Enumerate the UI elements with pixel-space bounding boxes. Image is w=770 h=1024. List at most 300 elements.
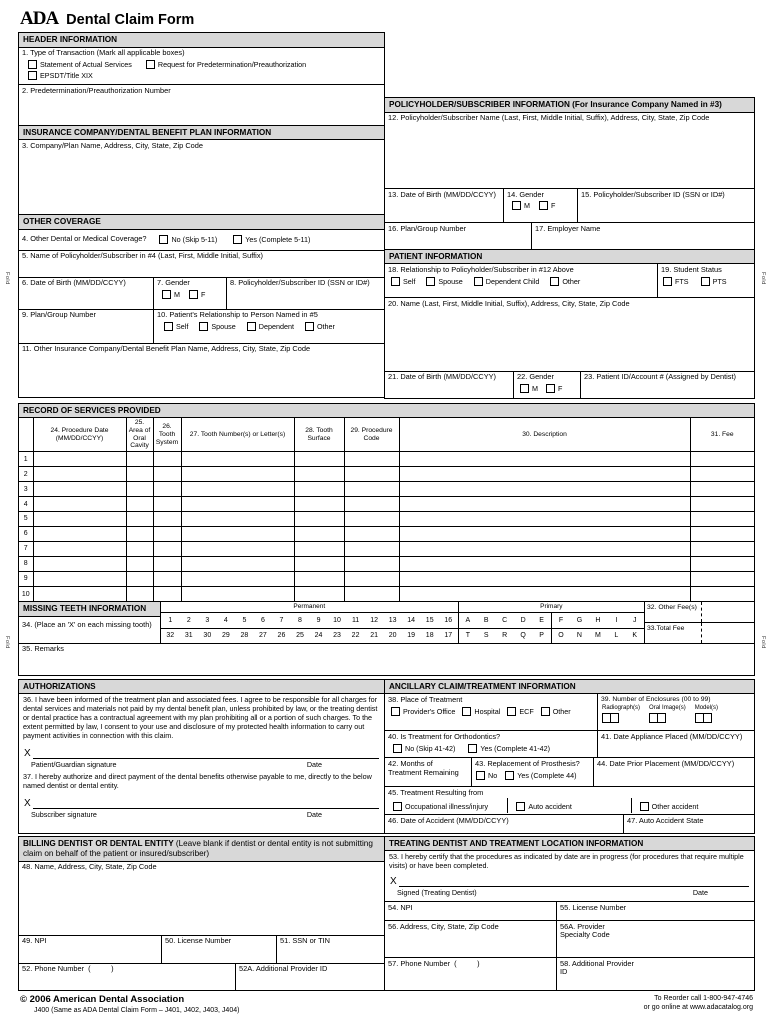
date-prior-placement-44-cell[interactable] [593, 758, 754, 786]
tooth-system-cell[interactable] [153, 556, 181, 571]
services-header-row [19, 418, 754, 451]
tooth-cell[interactable]: 1 [168, 616, 173, 624]
option-label: No [488, 770, 498, 780]
section-other-coverage [18, 214, 385, 398]
tooth-cell[interactable]: N [576, 632, 582, 640]
service-row-number: 2 [19, 467, 33, 482]
tooth-cell[interactable]: 16 [444, 616, 453, 624]
tooth-cell[interactable]: 12 [370, 616, 378, 624]
tooth-cell[interactable]: 18 [425, 632, 434, 640]
phone-52-parens[interactable]: ( ) [84, 964, 114, 973]
authorizations-title: AUTHORIZATIONS [19, 680, 384, 695]
tooth-cell[interactable]: 19 [407, 632, 416, 640]
option-self[interactable] [391, 277, 415, 286]
tooth-cell[interactable]: 24 [314, 632, 323, 640]
patient-guardian-signature-line[interactable] [33, 748, 379, 759]
option-female[interactable] [189, 290, 205, 299]
tooth-cell[interactable]: C [502, 616, 508, 624]
checkbox-no-coverage[interactable] [159, 235, 168, 244]
tooth-cell[interactable]: O [551, 629, 570, 644]
description-cell[interactable] [399, 452, 690, 467]
tooth-number-cell[interactable] [181, 541, 294, 556]
section-treating-dentist [384, 836, 755, 991]
service-row [19, 541, 754, 556]
tooth-cell[interactable]: 15 [425, 616, 434, 624]
months-remaining-42-cell[interactable] [385, 758, 471, 786]
fee-cell[interactable] [690, 556, 754, 571]
tooth-number-cell[interactable] [181, 452, 294, 467]
subscriber-id-15-cell[interactable] [577, 189, 754, 222]
section-patient-information [384, 249, 755, 399]
tooth-cell[interactable]: J [633, 616, 637, 624]
months-remaining-42-label: 42. Months of Treatment Remaining [388, 758, 459, 777]
option-other[interactable] [305, 322, 335, 331]
additional-provider-id-58-cell[interactable] [556, 958, 754, 989]
checkbox-female[interactable] [546, 384, 555, 393]
policyholder-name-4-area[interactable] [19, 250, 384, 277]
tooth-surface-cell[interactable] [294, 571, 344, 586]
policyholder-name-12-area[interactable] [385, 113, 754, 188]
tooth-cell[interactable]: 13 [388, 616, 397, 624]
checkbox-other-accident[interactable] [640, 802, 649, 811]
tooth-system-cell[interactable] [153, 586, 181, 601]
tooth-cell[interactable]: Q [520, 632, 526, 640]
insurance-company-title: INSURANCE COMPANY/DENTAL BENEFIT PLAN INFORMATION [19, 126, 384, 141]
option-pts[interactable] [701, 277, 727, 286]
record-of-services-title: RECORD OF SERVICES PROVIDED [19, 404, 754, 419]
checkbox-male[interactable] [512, 201, 521, 210]
tooth-system-cell[interactable] [153, 526, 181, 541]
plan-group-16-cell[interactable] [385, 223, 531, 249]
option-other[interactable] [550, 277, 580, 286]
oral-cavity-header: 25. Area of Oral Cavity [126, 418, 153, 451]
checkbox-auto-accident[interactable] [516, 802, 525, 811]
tooth-cell[interactable]: 11 [351, 616, 360, 624]
procedure-date-cell[interactable] [33, 452, 126, 467]
checkbox-ecf[interactable] [507, 707, 516, 716]
description-cell[interactable] [399, 586, 690, 601]
checkbox-no-ortho[interactable] [393, 744, 402, 753]
option-statement-of-actual-services[interactable] [28, 60, 132, 69]
tooth-surface-cell[interactable] [294, 541, 344, 556]
option-label: EPSDT/Title XIX [40, 71, 93, 81]
service-row [19, 512, 754, 527]
date-appliance-41-cell[interactable] [597, 731, 754, 757]
fold-marker: Fold [760, 272, 766, 285]
plan-group-9-cell[interactable] [19, 310, 153, 343]
billing-name-48-label: 48. Name, Address, City, State, Zip Code [22, 862, 157, 871]
checkbox-female[interactable] [539, 201, 548, 210]
auto-accident-state-47-cell[interactable] [623, 815, 754, 832]
tooth-cell[interactable]: 28 [240, 632, 249, 640]
date-of-accident-46-cell[interactable] [385, 815, 623, 832]
tooth-cell[interactable]: 5 [242, 616, 247, 624]
option-label: Provider's Office [403, 706, 456, 716]
employer-17-label: 17. Employer Name [535, 223, 601, 233]
option-spouse[interactable] [199, 322, 235, 331]
checkbox-dependent[interactable] [247, 322, 256, 331]
checkbox-male[interactable] [162, 290, 171, 299]
oral-images-count-box[interactable] [657, 713, 666, 723]
option-ecf[interactable] [507, 707, 533, 716]
tooth-cell[interactable]: 29 [221, 632, 230, 640]
procedure-code-cell[interactable] [344, 482, 399, 497]
tooth-system-cell[interactable] [153, 482, 181, 497]
phone-57-parens[interactable]: ( ) [450, 958, 480, 968]
option-no-skip-5-11[interactable] [159, 235, 217, 244]
procedure-date-cell[interactable] [33, 467, 126, 482]
patient-information-title: PATIENT INFORMATION [385, 250, 754, 265]
fee-cell[interactable] [690, 512, 754, 527]
date-prior-placement-44-label: 44. Date Prior Placement (MM/DD/CCYY) [597, 758, 735, 768]
place-of-treatment-38-label: 38. Place of Treatment [388, 694, 463, 704]
procedure-date-cell[interactable] [33, 512, 126, 527]
other-insurance-11-area[interactable] [19, 343, 384, 397]
tooth-system-cell[interactable] [153, 497, 181, 512]
procedure-date-cell[interactable] [33, 541, 126, 556]
tooth-cell[interactable]: 23 [333, 632, 341, 640]
subscriber-id-8-cell[interactable] [226, 278, 384, 309]
relationship-10-label: 10. Patient's Relationship to Person Named in #5 [157, 310, 318, 320]
tooth-cell[interactable]: P [539, 632, 544, 640]
oral-cavity-cell[interactable] [126, 586, 153, 601]
tooth-cell[interactable]: 21 [370, 632, 378, 640]
tooth-surface-cell[interactable] [294, 482, 344, 497]
tooth-system-header: 26. Tooth System [153, 418, 181, 451]
option-hospital[interactable] [462, 707, 500, 716]
provider-specialty-56a-label: 56A. Provider Specialty Code [560, 921, 610, 940]
tooth-cell[interactable]: 14 [407, 616, 416, 624]
checkbox-dependent-child[interactable] [474, 277, 483, 286]
option-epsdt-title-xix[interactable] [28, 71, 93, 80]
checkbox-fts[interactable] [663, 277, 672, 286]
npi-49-cell[interactable] [19, 936, 161, 963]
description-cell[interactable] [399, 571, 690, 586]
option-auto-accident[interactable] [516, 802, 572, 811]
ancillary-title: ANCILLARY CLAIM/TREATMENT INFORMATION [385, 680, 754, 695]
option-request-predetermination[interactable] [146, 60, 306, 69]
fee-cell[interactable] [690, 452, 754, 467]
tooth-number-cell[interactable] [181, 497, 294, 512]
checkbox-self[interactable] [164, 322, 173, 331]
fee-cell[interactable] [690, 541, 754, 556]
fee-cell[interactable] [690, 571, 754, 586]
other-insurance-11-label: 11. Other Insurance Company/Dental Benefit Plan Name, Address, City, State, Zip Code [22, 344, 311, 354]
tooth-cell[interactable]: D [520, 616, 526, 624]
description-cell[interactable] [399, 556, 690, 571]
oral-cavity-cell[interactable] [126, 571, 153, 586]
patient-name-20-area[interactable] [385, 297, 754, 370]
oral-cavity-cell[interactable] [126, 452, 153, 467]
tooth-cell[interactable]: 10 [333, 616, 341, 624]
dob-13-cell[interactable] [385, 189, 503, 222]
procedure-date-cell[interactable] [33, 586, 126, 601]
tooth-cell[interactable]: H [595, 616, 601, 624]
tooth-cell[interactable]: S [483, 632, 489, 640]
option-label: Spouse [211, 322, 236, 332]
procedure-code-cell[interactable] [344, 452, 399, 467]
fee-cell[interactable] [690, 586, 754, 601]
checkbox-other[interactable] [550, 277, 559, 286]
service-row [19, 482, 754, 497]
checkbox-epsdt-title-xix[interactable] [28, 71, 37, 80]
models-count-box[interactable] [703, 713, 712, 723]
fee-cell[interactable] [690, 526, 754, 541]
oral-cavity-cell[interactable] [126, 482, 153, 497]
checkbox-statement-of-actual-services[interactable] [28, 60, 37, 69]
auto-accident-state-47-label: 47. Auto Accident State [627, 815, 704, 825]
treating-dentist-signature-line[interactable] [399, 876, 749, 887]
option-fts[interactable] [663, 277, 689, 286]
option-yes-prosthesis[interactable] [505, 771, 576, 780]
fold-marker: Fold [760, 636, 766, 649]
radiographs-count-box[interactable] [610, 713, 619, 723]
additional-provider-id-52a-cell[interactable] [235, 964, 384, 990]
procedure-code-cell[interactable] [344, 512, 399, 527]
tooth-cell[interactable]: E [539, 616, 544, 624]
provider-specialty-56a-cell[interactable] [556, 921, 754, 957]
checkbox-self[interactable] [391, 277, 400, 286]
description-cell[interactable] [399, 541, 690, 556]
tooth-number-cell[interactable] [181, 482, 294, 497]
option-no-ortho[interactable] [393, 744, 455, 753]
oral-cavity-cell[interactable] [126, 512, 153, 527]
tooth-system-cell[interactable] [153, 467, 181, 482]
tooth-number-cell[interactable] [181, 586, 294, 601]
npi-54-cell[interactable] [385, 902, 556, 920]
fee-cell[interactable] [690, 467, 754, 482]
tooth-surface-cell[interactable] [294, 497, 344, 512]
description-cell[interactable] [399, 482, 690, 497]
service-row-number: 9 [19, 571, 33, 586]
tooth-cell[interactable]: 8 [298, 616, 302, 624]
option-self[interactable] [164, 322, 188, 331]
service-row [19, 571, 754, 586]
option-no-prosthesis[interactable] [476, 771, 497, 780]
missing-teeth-title: MISSING TEETH INFORMATION [19, 602, 160, 617]
tooth-cell[interactable]: R [502, 632, 508, 640]
student-status-19-label: 19. Student Status [661, 264, 722, 274]
tooth-cell[interactable]: 4 [223, 616, 228, 624]
option-other[interactable] [541, 707, 571, 716]
tooth-cell[interactable]: 26 [277, 632, 286, 640]
employer-17-cell[interactable] [531, 223, 754, 249]
option-female[interactable] [546, 384, 562, 393]
tooth-surface-cell[interactable] [294, 586, 344, 601]
option-spouse[interactable] [426, 277, 462, 286]
tooth-cell[interactable]: 17 [444, 632, 453, 640]
option-label: F [201, 290, 206, 300]
signature-x: X [24, 747, 31, 759]
tooth-cell[interactable]: F [551, 613, 570, 628]
procedure-code-cell[interactable] [344, 467, 399, 482]
option-occupational-injury[interactable] [393, 802, 488, 811]
patient-id-23-cell[interactable] [580, 372, 754, 398]
fee-cell[interactable] [690, 497, 754, 512]
tooth-surface-cell[interactable] [294, 526, 344, 541]
tooth-cell[interactable]: 31 [184, 632, 193, 640]
option-yes-ortho[interactable] [468, 744, 550, 753]
patient-id-23-label: 23. Patient ID/Account # (Assigned by Dentist) [584, 372, 736, 381]
checkbox-spouse[interactable] [199, 322, 208, 331]
tooth-cell[interactable]: T [465, 632, 470, 640]
procedure-date-cell[interactable] [33, 526, 126, 541]
tooth-cell[interactable]: 30 [203, 632, 212, 640]
license-50-cell[interactable] [161, 936, 276, 963]
other-fees-box[interactable] [701, 602, 754, 622]
oral-cavity-cell[interactable] [126, 497, 153, 512]
checkbox-providers-office[interactable] [391, 707, 400, 716]
service-row [19, 526, 754, 541]
phone-57-cell[interactable] [385, 958, 556, 989]
option-male[interactable] [162, 290, 180, 299]
tooth-surface-cell[interactable] [294, 556, 344, 571]
option-female[interactable] [539, 201, 555, 210]
checkbox-spouse[interactable] [426, 277, 435, 286]
procedure-code-cell[interactable] [344, 541, 399, 556]
tooth-number-cell[interactable] [181, 526, 294, 541]
tooth-cell[interactable]: M [594, 632, 601, 640]
procedure-code-cell[interactable] [344, 526, 399, 541]
header-information-title: HEADER INFORMATION [19, 33, 384, 48]
tooth-cell[interactable]: A [465, 616, 471, 624]
student-status-19-cell [657, 264, 754, 297]
service-row-number: 8 [19, 556, 33, 571]
ssn-tin-51-cell[interactable] [276, 936, 384, 963]
option-male[interactable] [520, 384, 538, 393]
procedure-code-cell[interactable] [344, 586, 399, 601]
tooth-surface-cell[interactable] [294, 512, 344, 527]
checkbox-pts[interactable] [701, 277, 710, 286]
option-male[interactable] [512, 201, 530, 210]
checkbox-occupational-injury[interactable] [393, 802, 402, 811]
tooth-number-cell[interactable] [181, 556, 294, 571]
tooth-cell[interactable]: 32 [166, 632, 175, 640]
checkbox-other[interactable] [305, 322, 314, 331]
option-dependent[interactable] [247, 322, 294, 331]
procedure-code-cell[interactable] [344, 556, 399, 571]
description-cell[interactable] [399, 467, 690, 482]
form-code: J400 (Same as ADA Dental Claim Form – J401, J402, J403, J404) [34, 1006, 240, 1014]
checkbox-hospital[interactable] [462, 707, 471, 716]
tooth-system-cell[interactable] [153, 541, 181, 556]
predetermination-number-area[interactable] [19, 84, 384, 125]
service-row [19, 452, 754, 467]
procedure-date-cell[interactable] [33, 556, 126, 571]
checkbox-yes-ortho[interactable] [468, 744, 477, 753]
subscriber-signature-caption: Subscriber signature [31, 809, 97, 819]
additional-provider-id-58-label: 58. Additional Provider ID [560, 958, 634, 977]
procedure-date-cell[interactable] [33, 571, 126, 586]
procedure-date-cell[interactable] [33, 497, 126, 512]
description-header: 30. Description [399, 418, 690, 451]
company-plan-name-area[interactable] [19, 140, 384, 214]
radiographs-group [602, 705, 640, 723]
section-authorizations [18, 679, 385, 834]
authorization-37-text: 37. I hereby authorize and direct payment of the dental benefits otherwise payable to me, directly to the below named dentist or dental entity. [23, 771, 372, 790]
procedure-date-cell[interactable] [33, 482, 126, 497]
option-label: No (Skip 5-11) [171, 235, 218, 245]
tooth-cell[interactable]: L [614, 632, 619, 640]
total-fee-box[interactable] [701, 623, 754, 643]
tooth-surface-cell[interactable] [294, 467, 344, 482]
oral-cavity-cell[interactable] [126, 467, 153, 482]
option-other-accident[interactable] [640, 802, 699, 811]
tooth-surface-cell[interactable] [294, 452, 344, 467]
tooth-number-cell[interactable] [181, 571, 294, 586]
subscriber-signature-line[interactable] [33, 798, 379, 809]
tooth-cell[interactable]: I [615, 616, 618, 624]
option-dependent-child[interactable] [474, 277, 540, 286]
tooth-cell[interactable]: 22 [351, 632, 360, 640]
tooth-cell[interactable]: 25 [296, 632, 304, 640]
dob-21-cell[interactable] [385, 372, 513, 398]
procedure-code-header: 29. Procedure Code [344, 418, 399, 451]
tooth-cell[interactable]: 27 [259, 632, 267, 640]
checkbox-yes-coverage[interactable] [233, 235, 242, 244]
option-yes-complete-5-11[interactable] [233, 235, 310, 244]
tooth-number-cell[interactable] [181, 512, 294, 527]
tooth-cell[interactable]: 7 [279, 616, 284, 624]
tooth-system-cell[interactable] [153, 452, 181, 467]
phone-52-cell[interactable] [19, 964, 235, 990]
service-row-number: 4 [19, 497, 33, 512]
procedure-code-cell[interactable] [344, 571, 399, 586]
oral-cavity-cell[interactable] [126, 526, 153, 541]
other-fees-label: 32. Other Fee(s) [647, 603, 697, 611]
other-coverage-title: OTHER COVERAGE [19, 215, 384, 230]
tooth-system-cell[interactable] [153, 571, 181, 586]
billing-name-48-area[interactable] [19, 862, 384, 935]
section-insurance-company [18, 125, 385, 216]
tooth-number-cell[interactable] [181, 467, 294, 482]
tooth-cell[interactable]: B [483, 616, 489, 624]
checkbox-female[interactable] [189, 290, 198, 299]
option-label: Spouse [438, 276, 463, 286]
checkbox-male[interactable] [520, 384, 529, 393]
fee-cell[interactable] [690, 482, 754, 497]
tooth-system-cell[interactable] [153, 512, 181, 527]
option-providers-office[interactable] [391, 707, 455, 716]
description-cell[interactable] [399, 512, 690, 527]
address-56-cell[interactable] [385, 921, 556, 957]
checkbox-yes-prosthesis[interactable] [505, 771, 514, 780]
reorder-phone: To Reorder call 1-800-947-4746 [654, 994, 753, 1002]
checkbox-other[interactable] [541, 707, 550, 716]
tooth-cell[interactable]: K [632, 632, 638, 640]
oral-cavity-cell[interactable] [126, 556, 153, 571]
tooth-cell[interactable]: 6 [260, 616, 265, 624]
checkbox-request-predetermination[interactable] [146, 60, 155, 69]
remarks-area[interactable] [19, 644, 754, 675]
signature-x: X [390, 876, 397, 888]
option-label: Request for Predetermination/Preauthorization [157, 60, 307, 70]
tooth-surface-header: 28. Tooth Surface [294, 418, 344, 451]
description-cell[interactable] [399, 526, 690, 541]
gender-14-label: 14. Gender [507, 189, 544, 199]
tooth-cell[interactable]: G [576, 616, 583, 624]
tooth-cell[interactable]: 3 [205, 616, 210, 624]
procedure-code-cell[interactable] [344, 497, 399, 512]
license-55-cell[interactable] [556, 902, 754, 920]
checkbox-no-prosthesis[interactable] [476, 771, 485, 780]
tooth-cell[interactable]: 9 [316, 616, 321, 624]
tooth-cell[interactable]: 2 [186, 616, 191, 624]
oral-cavity-cell[interactable] [126, 541, 153, 556]
tooth-cell[interactable]: 20 [388, 632, 397, 640]
dob-6-cell[interactable] [19, 278, 153, 309]
description-cell[interactable] [399, 497, 690, 512]
